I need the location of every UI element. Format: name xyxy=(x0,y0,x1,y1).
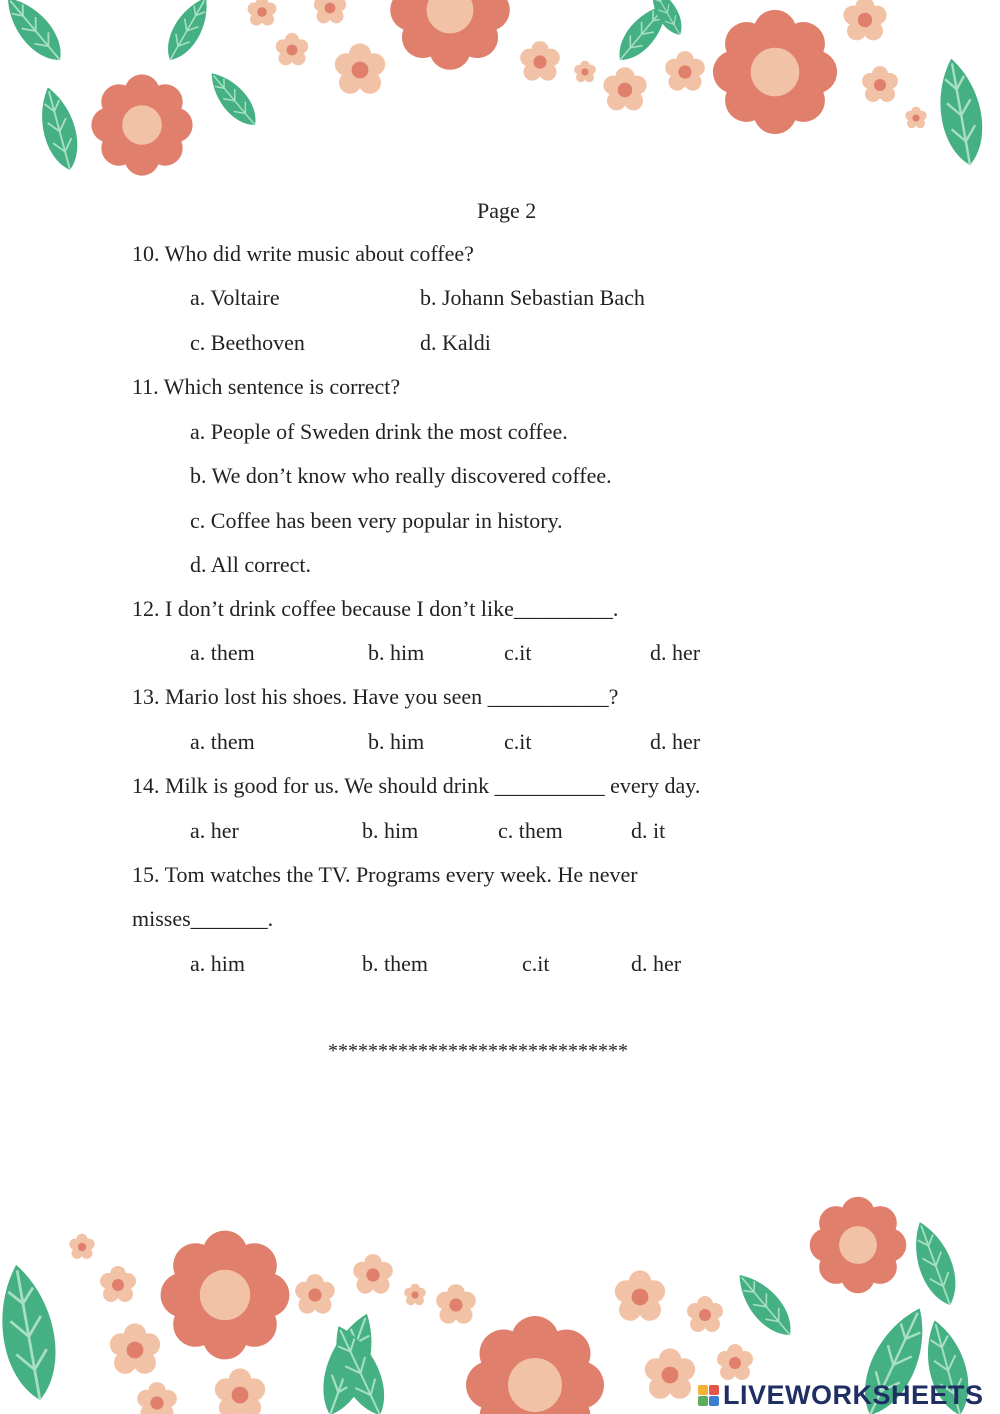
flower-icon xyxy=(404,1284,426,1306)
option-14a: a. her xyxy=(190,818,239,843)
flower-icon xyxy=(248,0,277,26)
option-15c: c.it xyxy=(522,951,550,976)
leaf-icon xyxy=(0,0,71,70)
leaf-icon xyxy=(0,1261,65,1405)
option-15a: a. him xyxy=(190,951,245,976)
flower-icon xyxy=(100,1266,136,1302)
option-14b: b. him xyxy=(362,818,419,843)
flower-icon xyxy=(574,61,596,83)
liveworksheets-logo xyxy=(698,1380,984,1410)
option-11d: d. All correct. xyxy=(190,552,311,577)
option-13b: b. him xyxy=(368,729,425,754)
watermark-text: LIVEWORKSHEETS xyxy=(723,1379,984,1410)
leaf-icon xyxy=(202,65,264,133)
option-12b: b. him xyxy=(368,640,425,665)
question-11: 11. Which sentence is correct? xyxy=(132,374,401,399)
option-10c: c. Beethoven xyxy=(190,330,305,355)
flower-icon xyxy=(215,1368,265,1414)
flower-icon xyxy=(161,1231,290,1360)
flower-icon xyxy=(110,1323,160,1373)
flower-icon xyxy=(436,1284,476,1324)
flower-icon xyxy=(615,1270,665,1320)
option-11c: c. Coffee has been very popular in history. xyxy=(190,508,563,533)
leaf-icon xyxy=(33,83,85,174)
flower-icon xyxy=(295,1274,335,1314)
flower-icon xyxy=(713,10,837,134)
option-15b: b. them xyxy=(362,951,428,976)
leaf-icon xyxy=(729,1266,801,1345)
flower-icon xyxy=(466,1316,604,1414)
flower-icon xyxy=(645,1348,695,1398)
top-floral-border xyxy=(0,0,1000,185)
option-14d: d. it xyxy=(631,818,666,843)
flower-icon xyxy=(390,0,510,70)
flower-icon xyxy=(69,1234,94,1259)
flower-icon xyxy=(905,107,927,129)
question-15: 15. Tom watches the TV. Programs every week. He never xyxy=(132,862,638,887)
option-10a: a. Voltaire xyxy=(190,285,280,310)
option-12a: a. them xyxy=(190,640,255,665)
flower-icon xyxy=(335,43,385,93)
question-12: 12. I don’t drink coffee because I don’t like_________. xyxy=(132,596,619,621)
option-10d: d. Kaldi xyxy=(420,330,491,355)
page-title: Page 2 xyxy=(477,198,537,223)
option-12d: d. her xyxy=(650,640,701,665)
flower-icon xyxy=(862,66,898,102)
flower-icon xyxy=(137,1382,177,1414)
option-13d: d. her xyxy=(650,729,701,754)
flower-icon xyxy=(520,41,560,81)
flower-icon xyxy=(276,33,308,65)
leaf-icon xyxy=(159,0,218,67)
question-14: 14. Milk is good for us. We should drink __________ every day. xyxy=(132,773,701,798)
flower-icon xyxy=(687,1296,723,1332)
question-13: 13. Mario lost his shoes. Have you seen ___________? xyxy=(132,684,619,709)
flower-icon xyxy=(603,67,646,110)
flower-icon xyxy=(665,51,705,91)
option-14c: c. them xyxy=(498,818,563,843)
leaf-icon xyxy=(932,55,990,168)
flower-icon xyxy=(314,0,346,23)
flower-icon xyxy=(843,0,886,40)
option-12c: c.it xyxy=(504,640,532,665)
option-13a: a. them xyxy=(190,729,255,754)
divider-stars: ****************************** xyxy=(328,1040,628,1062)
flower-icon xyxy=(91,74,192,175)
flower-icon xyxy=(353,1254,393,1294)
flower-icon xyxy=(810,1197,907,1294)
option-15d: d. her xyxy=(631,951,682,976)
flower-icon xyxy=(717,1344,753,1380)
liveworksheets-logo-icon xyxy=(698,1385,719,1406)
question-10: 10. Who did write music about coffee? xyxy=(132,241,474,266)
option-10b: b. Johann Sebastian Bach xyxy=(420,285,645,310)
option-11a: a. People of Sweden drink the most coffee. xyxy=(190,419,568,444)
question-15-continuation: misses_______. xyxy=(132,906,274,931)
option-13c: c.it xyxy=(504,729,532,754)
leaf-icon xyxy=(905,1217,966,1311)
option-11b: b. We don’t know who really discovered coffee. xyxy=(190,463,612,488)
